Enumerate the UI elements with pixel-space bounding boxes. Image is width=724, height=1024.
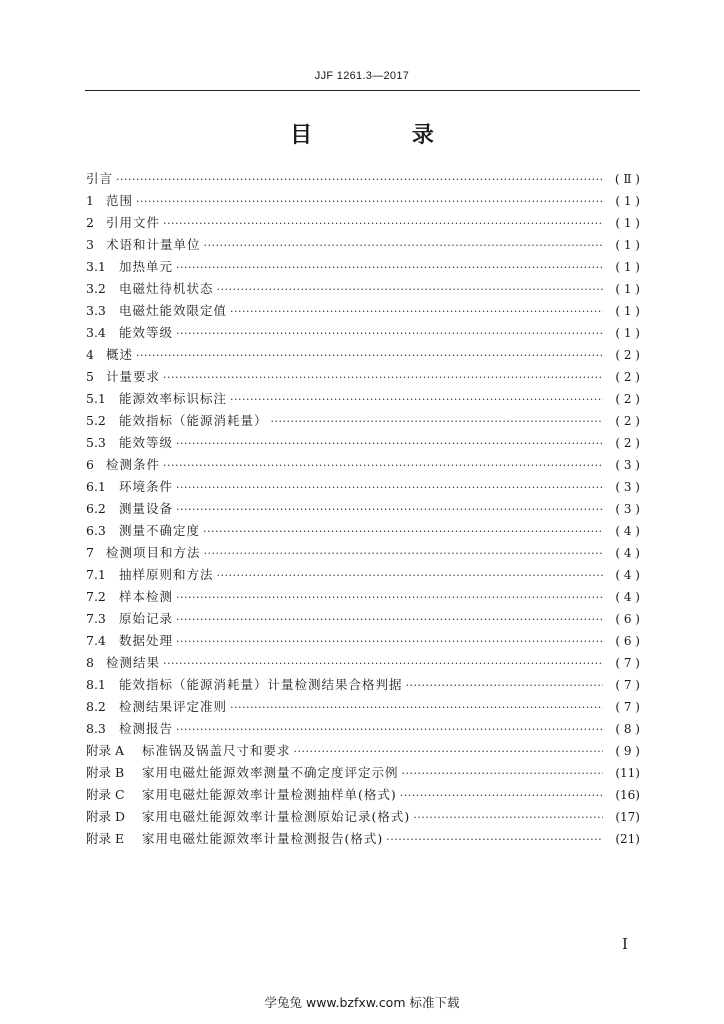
toc-entry[interactable] bbox=[86, 586, 640, 608]
toc-leader-dots bbox=[176, 609, 603, 631]
toc-entry-page: ( 1 ) bbox=[615, 260, 640, 274]
toc-entry-number: 6 bbox=[86, 457, 94, 472]
toc-leader-dots bbox=[204, 543, 603, 565]
toc-entry[interactable] bbox=[86, 828, 640, 850]
toc-entry-page: ( 4 ) bbox=[615, 524, 640, 538]
toc-entry-page: ( 1 ) bbox=[615, 326, 640, 340]
toc-entry-label: 抽样原则和方法 bbox=[119, 567, 214, 582]
toc-entry[interactable] bbox=[86, 542, 640, 564]
toc-entry[interactable] bbox=[86, 762, 640, 784]
toc-leader-dots bbox=[136, 191, 603, 213]
toc-entry[interactable] bbox=[86, 476, 640, 498]
toc-entry-number: 5 bbox=[86, 369, 94, 384]
toc-entry[interactable] bbox=[86, 564, 640, 586]
toc-entry-page: ( 2 ) bbox=[615, 348, 640, 362]
header-rule bbox=[85, 90, 640, 91]
toc-leader-dots bbox=[163, 213, 603, 235]
page-number: I bbox=[622, 935, 628, 953]
toc-entry-number: 8.1 bbox=[86, 677, 106, 692]
toc-entry[interactable] bbox=[86, 454, 640, 476]
toc-entry-number: 7.3 bbox=[86, 611, 106, 626]
toc-leader-dots bbox=[400, 785, 603, 807]
toc-entry-label: 测量不确定度 bbox=[119, 523, 201, 538]
toc-entry-number: 附录 B bbox=[86, 765, 125, 780]
toc-entry-page: ( 1 ) bbox=[615, 304, 640, 318]
toc-entry-number: 8.3 bbox=[86, 721, 106, 736]
toc-entry-label: 能源效率标识标注 bbox=[119, 391, 228, 406]
toc-entry-number: 附录 C bbox=[86, 787, 125, 802]
toc-leader-dots bbox=[163, 367, 603, 389]
toc-entry-number: 7.2 bbox=[86, 589, 106, 604]
toc-entry-number: 7.1 bbox=[86, 567, 106, 582]
toc-entry[interactable] bbox=[86, 388, 640, 410]
toc-entry-label: 样本检测 bbox=[119, 589, 174, 604]
toc-entry[interactable] bbox=[86, 344, 640, 366]
toc-entry-number: 附录 E bbox=[86, 831, 125, 846]
toc-entry[interactable] bbox=[86, 410, 640, 432]
toc-entry[interactable] bbox=[86, 212, 640, 234]
toc-entry-number: 3.2 bbox=[86, 281, 106, 296]
toc-entry-label: 计量要求 bbox=[106, 369, 161, 384]
toc-entry-label: 检测条件 bbox=[106, 457, 161, 472]
toc-entry[interactable] bbox=[86, 300, 640, 322]
toc-leader-dots bbox=[176, 719, 603, 741]
toc-leader-dots bbox=[386, 829, 603, 851]
toc-entry-page: ( 1 ) bbox=[615, 282, 640, 296]
toc-entry-label: 范围 bbox=[106, 193, 134, 208]
toc-entry[interactable] bbox=[86, 718, 640, 740]
toc-entry-label: 家用电磁灶能源效率测量不确定度评定示例 bbox=[142, 765, 399, 780]
toc-entry-label: 检测结果 bbox=[106, 655, 161, 670]
toc-entry[interactable] bbox=[86, 168, 640, 190]
toc-entry[interactable] bbox=[86, 784, 640, 806]
toc-leader-dots bbox=[136, 345, 603, 367]
toc-entry-label: 能效等级 bbox=[119, 435, 174, 450]
toc-entry[interactable] bbox=[86, 366, 640, 388]
toc-entry-page: (21) bbox=[615, 832, 640, 846]
toc-entry[interactable] bbox=[86, 432, 640, 454]
toc-entry-label: 检测结果评定准则 bbox=[119, 699, 228, 714]
toc-entry-number: 8 bbox=[86, 655, 94, 670]
toc-entry-number: 6.3 bbox=[86, 523, 106, 538]
toc-entry-label: 家用电磁灶能源效率计量检测报告(格式) bbox=[142, 831, 384, 846]
toc-entry-page: ( 1 ) bbox=[615, 238, 640, 252]
toc-entry-number: 1 bbox=[86, 193, 94, 208]
toc-entry-page: ( 8 ) bbox=[615, 722, 640, 736]
toc-leader-dots bbox=[271, 411, 603, 433]
toc-entry-page: ( 2 ) bbox=[615, 370, 640, 384]
toc-entry[interactable] bbox=[86, 740, 640, 762]
toc-leader-dots bbox=[230, 389, 603, 411]
toc-entry-label: 原始记录 bbox=[119, 611, 174, 626]
toc-leader-dots bbox=[203, 521, 603, 543]
toc-entry-page: ( 7 ) bbox=[615, 656, 640, 670]
toc-leader-dots bbox=[163, 455, 603, 477]
toc-entry-label: 检测项目和方法 bbox=[106, 545, 201, 560]
toc-entry-number: 3.1 bbox=[86, 259, 106, 274]
toc-entry-label: 环境条件 bbox=[119, 479, 174, 494]
toc-entry-number: 6.1 bbox=[86, 479, 106, 494]
toc-entry-page: (11) bbox=[615, 766, 640, 780]
toc-leader-dots bbox=[176, 257, 603, 279]
toc-entry-number: 5.2 bbox=[86, 413, 106, 428]
toc-entry-number: 6.2 bbox=[86, 501, 106, 516]
toc-entry[interactable] bbox=[86, 608, 640, 630]
toc-leader-dots bbox=[406, 675, 603, 697]
toc-leader-dots bbox=[294, 741, 603, 763]
toc-entry-label: 电磁灶待机状态 bbox=[119, 281, 214, 296]
toc-entry-label: 能效等级 bbox=[119, 325, 174, 340]
toc-entry-page: ( 1 ) bbox=[615, 216, 640, 230]
toc-entry-number: 7 bbox=[86, 545, 94, 560]
toc-entry-page: ( 4 ) bbox=[615, 568, 640, 582]
toc-entry-page: ( 3 ) bbox=[615, 502, 640, 516]
toc-entry-page: ( 4 ) bbox=[615, 546, 640, 560]
toc-entry-page: ( 9 ) bbox=[615, 744, 640, 758]
toc-entry-page: ( 2 ) bbox=[615, 392, 640, 406]
toc-entry[interactable] bbox=[86, 806, 640, 828]
toc-entry-label: 引用文件 bbox=[106, 215, 161, 230]
toc-entry-number: 3.4 bbox=[86, 325, 106, 340]
toc-entry-page: ( 2 ) bbox=[615, 414, 640, 428]
toc-entry-page: (16) bbox=[615, 788, 640, 802]
toc-entry-number: 5.3 bbox=[86, 435, 106, 450]
toc-entry-label: 家用电磁灶能源效率计量检测抽样单(格式) bbox=[142, 787, 397, 802]
page-title: 目 录 bbox=[290, 123, 480, 148]
toc-leader-dots bbox=[217, 279, 603, 301]
toc-entry-page: ( 2 ) bbox=[615, 436, 640, 450]
table-of-contents bbox=[86, 168, 640, 850]
toc-leader-dots bbox=[176, 477, 603, 499]
toc-entry-number: 附录 D bbox=[86, 809, 125, 824]
toc-entry-label: 术语和计量单位 bbox=[106, 237, 201, 252]
toc-entry-label: 能效指标（能源消耗量） bbox=[119, 413, 268, 428]
toc-leader-dots bbox=[176, 631, 603, 653]
toc-entry[interactable] bbox=[86, 278, 640, 300]
toc-entry-number: 附录 A bbox=[86, 743, 125, 758]
toc-entry-number: 8.2 bbox=[86, 699, 106, 714]
toc-leader-dots bbox=[217, 565, 603, 587]
toc-entry-label: 加热单元 bbox=[119, 259, 174, 274]
toc-entry-page: (17) bbox=[615, 810, 640, 824]
toc-entry-number: 2 bbox=[86, 215, 94, 230]
toc-entry-label: 引言 bbox=[86, 171, 114, 186]
toc-entry-number: 3 bbox=[86, 237, 94, 252]
toc-entry-number: 3.3 bbox=[86, 303, 106, 318]
toc-entry-label: 数据处理 bbox=[119, 633, 174, 648]
toc-leader-dots bbox=[230, 697, 603, 719]
toc-leader-dots bbox=[116, 169, 603, 191]
toc-entry-number: 7.4 bbox=[86, 633, 106, 648]
toc-entry[interactable] bbox=[86, 322, 640, 344]
footer-watermark-text: 学兔兔 www.bzfxw.com 标准下载 bbox=[264, 995, 460, 1010]
toc-entry[interactable] bbox=[86, 674, 640, 696]
toc-entry[interactable] bbox=[86, 256, 640, 278]
toc-leader-dots bbox=[230, 301, 603, 323]
toc-entry-page: ( 4 ) bbox=[615, 590, 640, 604]
toc-entry-number: 5.1 bbox=[86, 391, 106, 406]
toc-entry-page: ( 1 ) bbox=[615, 194, 640, 208]
toc-entry-number: 4 bbox=[86, 347, 94, 362]
toc-leader-dots bbox=[204, 235, 603, 257]
toc-entry-page: ( 6 ) bbox=[615, 612, 640, 626]
toc-entry-label: 测量设备 bbox=[119, 501, 174, 516]
toc-entry[interactable] bbox=[86, 652, 640, 674]
toc-entry-page: ( Ⅱ ) bbox=[614, 172, 640, 186]
toc-entry-page: ( 7 ) bbox=[615, 678, 640, 692]
toc-entry-label: 电磁灶能效限定值 bbox=[119, 303, 228, 318]
toc-leader-dots bbox=[176, 499, 603, 521]
toc-entry-page: ( 3 ) bbox=[615, 480, 640, 494]
toc-entry-label: 标准锅及锅盖尺寸和要求 bbox=[142, 743, 291, 758]
toc-leader-dots bbox=[176, 587, 603, 609]
toc-entry[interactable] bbox=[86, 498, 640, 520]
toc-entry-label: 概述 bbox=[106, 347, 134, 362]
toc-leader-dots bbox=[402, 763, 603, 785]
toc-entry-label: 检测报告 bbox=[119, 721, 174, 736]
toc-entry[interactable] bbox=[86, 234, 640, 256]
toc-entry[interactable] bbox=[86, 190, 640, 212]
toc-entry[interactable] bbox=[86, 696, 640, 718]
toc-entry-label: 能效指标（能源消耗量）计量检测结果合格判据 bbox=[119, 677, 403, 692]
standard-code-header: JJF 1261.3—2017 bbox=[314, 70, 410, 82]
toc-entry-label: 家用电磁灶能源效率计量检测原始记录(格式) bbox=[142, 809, 411, 824]
toc-leader-dots bbox=[163, 653, 603, 675]
toc-entry-page: ( 6 ) bbox=[615, 634, 640, 648]
toc-entry[interactable] bbox=[86, 520, 640, 542]
toc-entry[interactable] bbox=[86, 630, 640, 652]
toc-leader-dots bbox=[176, 433, 603, 455]
toc-entry-page: ( 3 ) bbox=[615, 458, 640, 472]
toc-leader-dots bbox=[176, 323, 603, 345]
toc-leader-dots bbox=[413, 807, 603, 829]
toc-entry-page: ( 7 ) bbox=[615, 700, 640, 714]
